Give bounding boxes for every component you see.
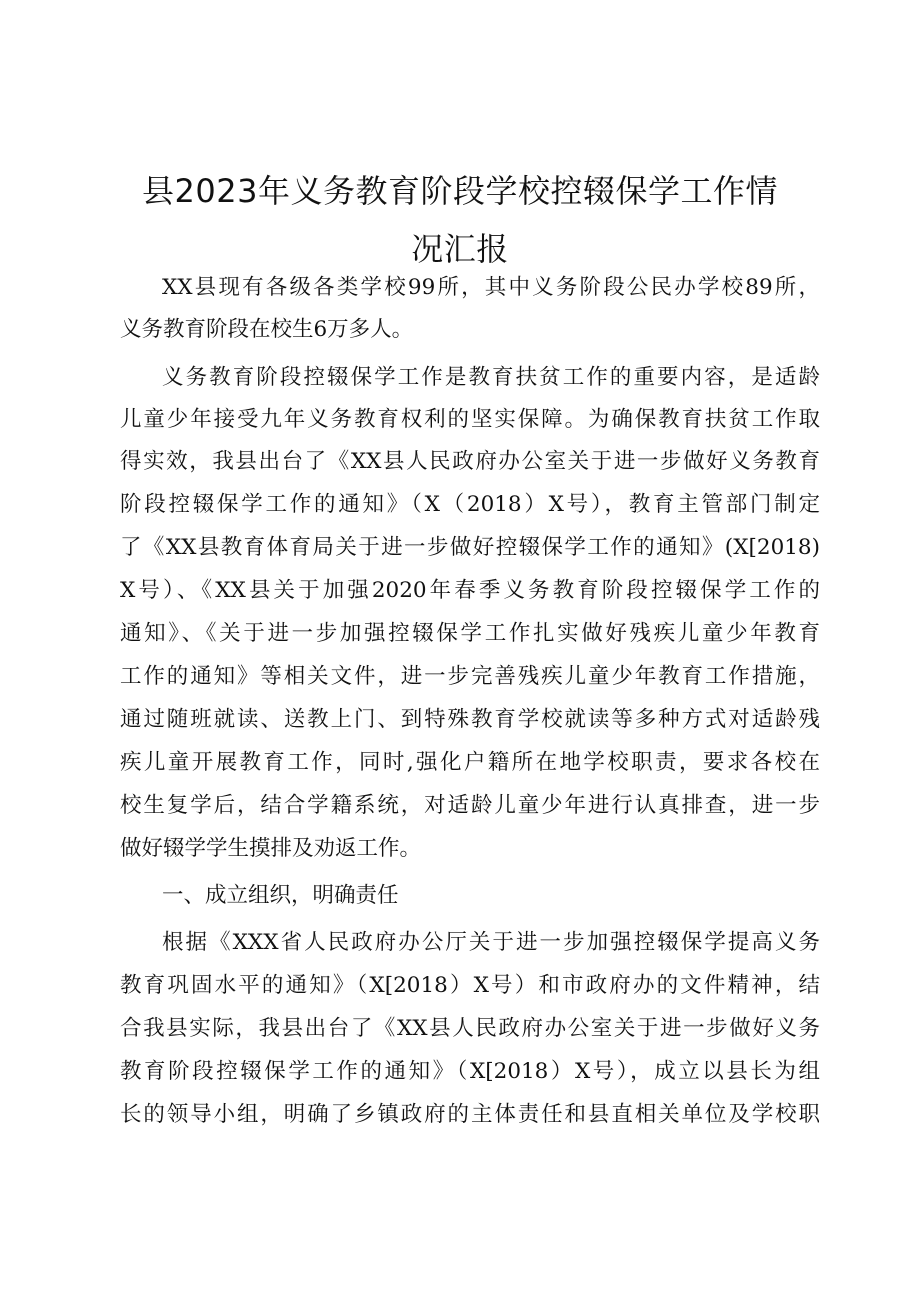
paragraph-2-line-1: 义务教育阶段控辍保学工作是教育扶贫工作的重要内容，是适龄 (162, 365, 820, 390)
paragraph-2-line-10: 疾儿童开展教育工作，同时,强化户籍所在地学校职责，要求各校在 (120, 750, 820, 775)
paragraph-3-line-5: 长的领导小组，明确了乡镇政府的主体责任和县直相关单位及学校职 (120, 1102, 820, 1127)
paragraph-2-line-3: 得实效，我县出台了《XX县人民政府办公室关于进一步做好义务教育 (120, 449, 820, 474)
paragraph-2-line-9: 通过随班就读、送教上门、到特殊教育学校就读等多种方式对适龄残 (120, 707, 820, 732)
section-heading: 一、成立组织，明确责任 (162, 883, 399, 908)
paragraph-3-line-2: 教育巩固水平的通知》（X[2018）X号）和市政府办的文件精神，结 (120, 973, 820, 998)
paragraph-2-line-4: 阶段控辍保学工作的通知》（X（2018）X号），教育主管部门制定 (120, 492, 820, 517)
paragraph-2-line-12: 做好辍学学生摸排及劝返工作。 (120, 836, 422, 861)
paragraph-1-line-1: XX县现有各级各类学校99所，其中义务阶段公民办学校89所， (162, 275, 820, 300)
paragraph-2-line-7: 通知》、《关于进一步加强控辍保学工作扎实做好残疾儿童少年教育 (120, 621, 820, 646)
document-title-line-2: 况汇报 (411, 230, 509, 268)
paragraph-3-line-1: 根据《XXX省人民政府办公厅关于进一步加强控辍保学提高义务 (162, 930, 820, 955)
paragraph-2-line-11: 校生复学后，结合学籍系统，对适龄儿童少年进行认真排查，进一步 (120, 793, 820, 818)
paragraph-2-line-5: 了《XX县教育体育局关于进一步做好控辍保学工作的通知》(X[2018) (120, 535, 820, 560)
paragraph-1-line-2: 义务教育阶段在校生6万多人。 (120, 317, 414, 342)
paragraph-3-line-3: 合我县实际，我县出台了《XX县人民政府办公室关于进一步做好义务 (120, 1016, 820, 1041)
paragraph-3-line-4: 教育阶段控辍保学工作的通知》（X[2018）X号），成立以县长为组 (120, 1059, 820, 1084)
paragraph-2-line-8: 工作的通知》等相关文件，进一步完善残疾儿童少年教育工作措施， (120, 664, 820, 689)
paragraph-2-line-2: 儿童少年接受九年义务教育权利的坚实保障。为确保教育扶贫工作取 (120, 407, 820, 432)
paragraph-2-line-6: X号）、《XX县关于加强2020年春季义务教育阶段控辍保学工作的 (120, 578, 820, 603)
document-title-line-1: 县2023年义务教育阶段学校控辍保学工作情 (142, 172, 778, 210)
